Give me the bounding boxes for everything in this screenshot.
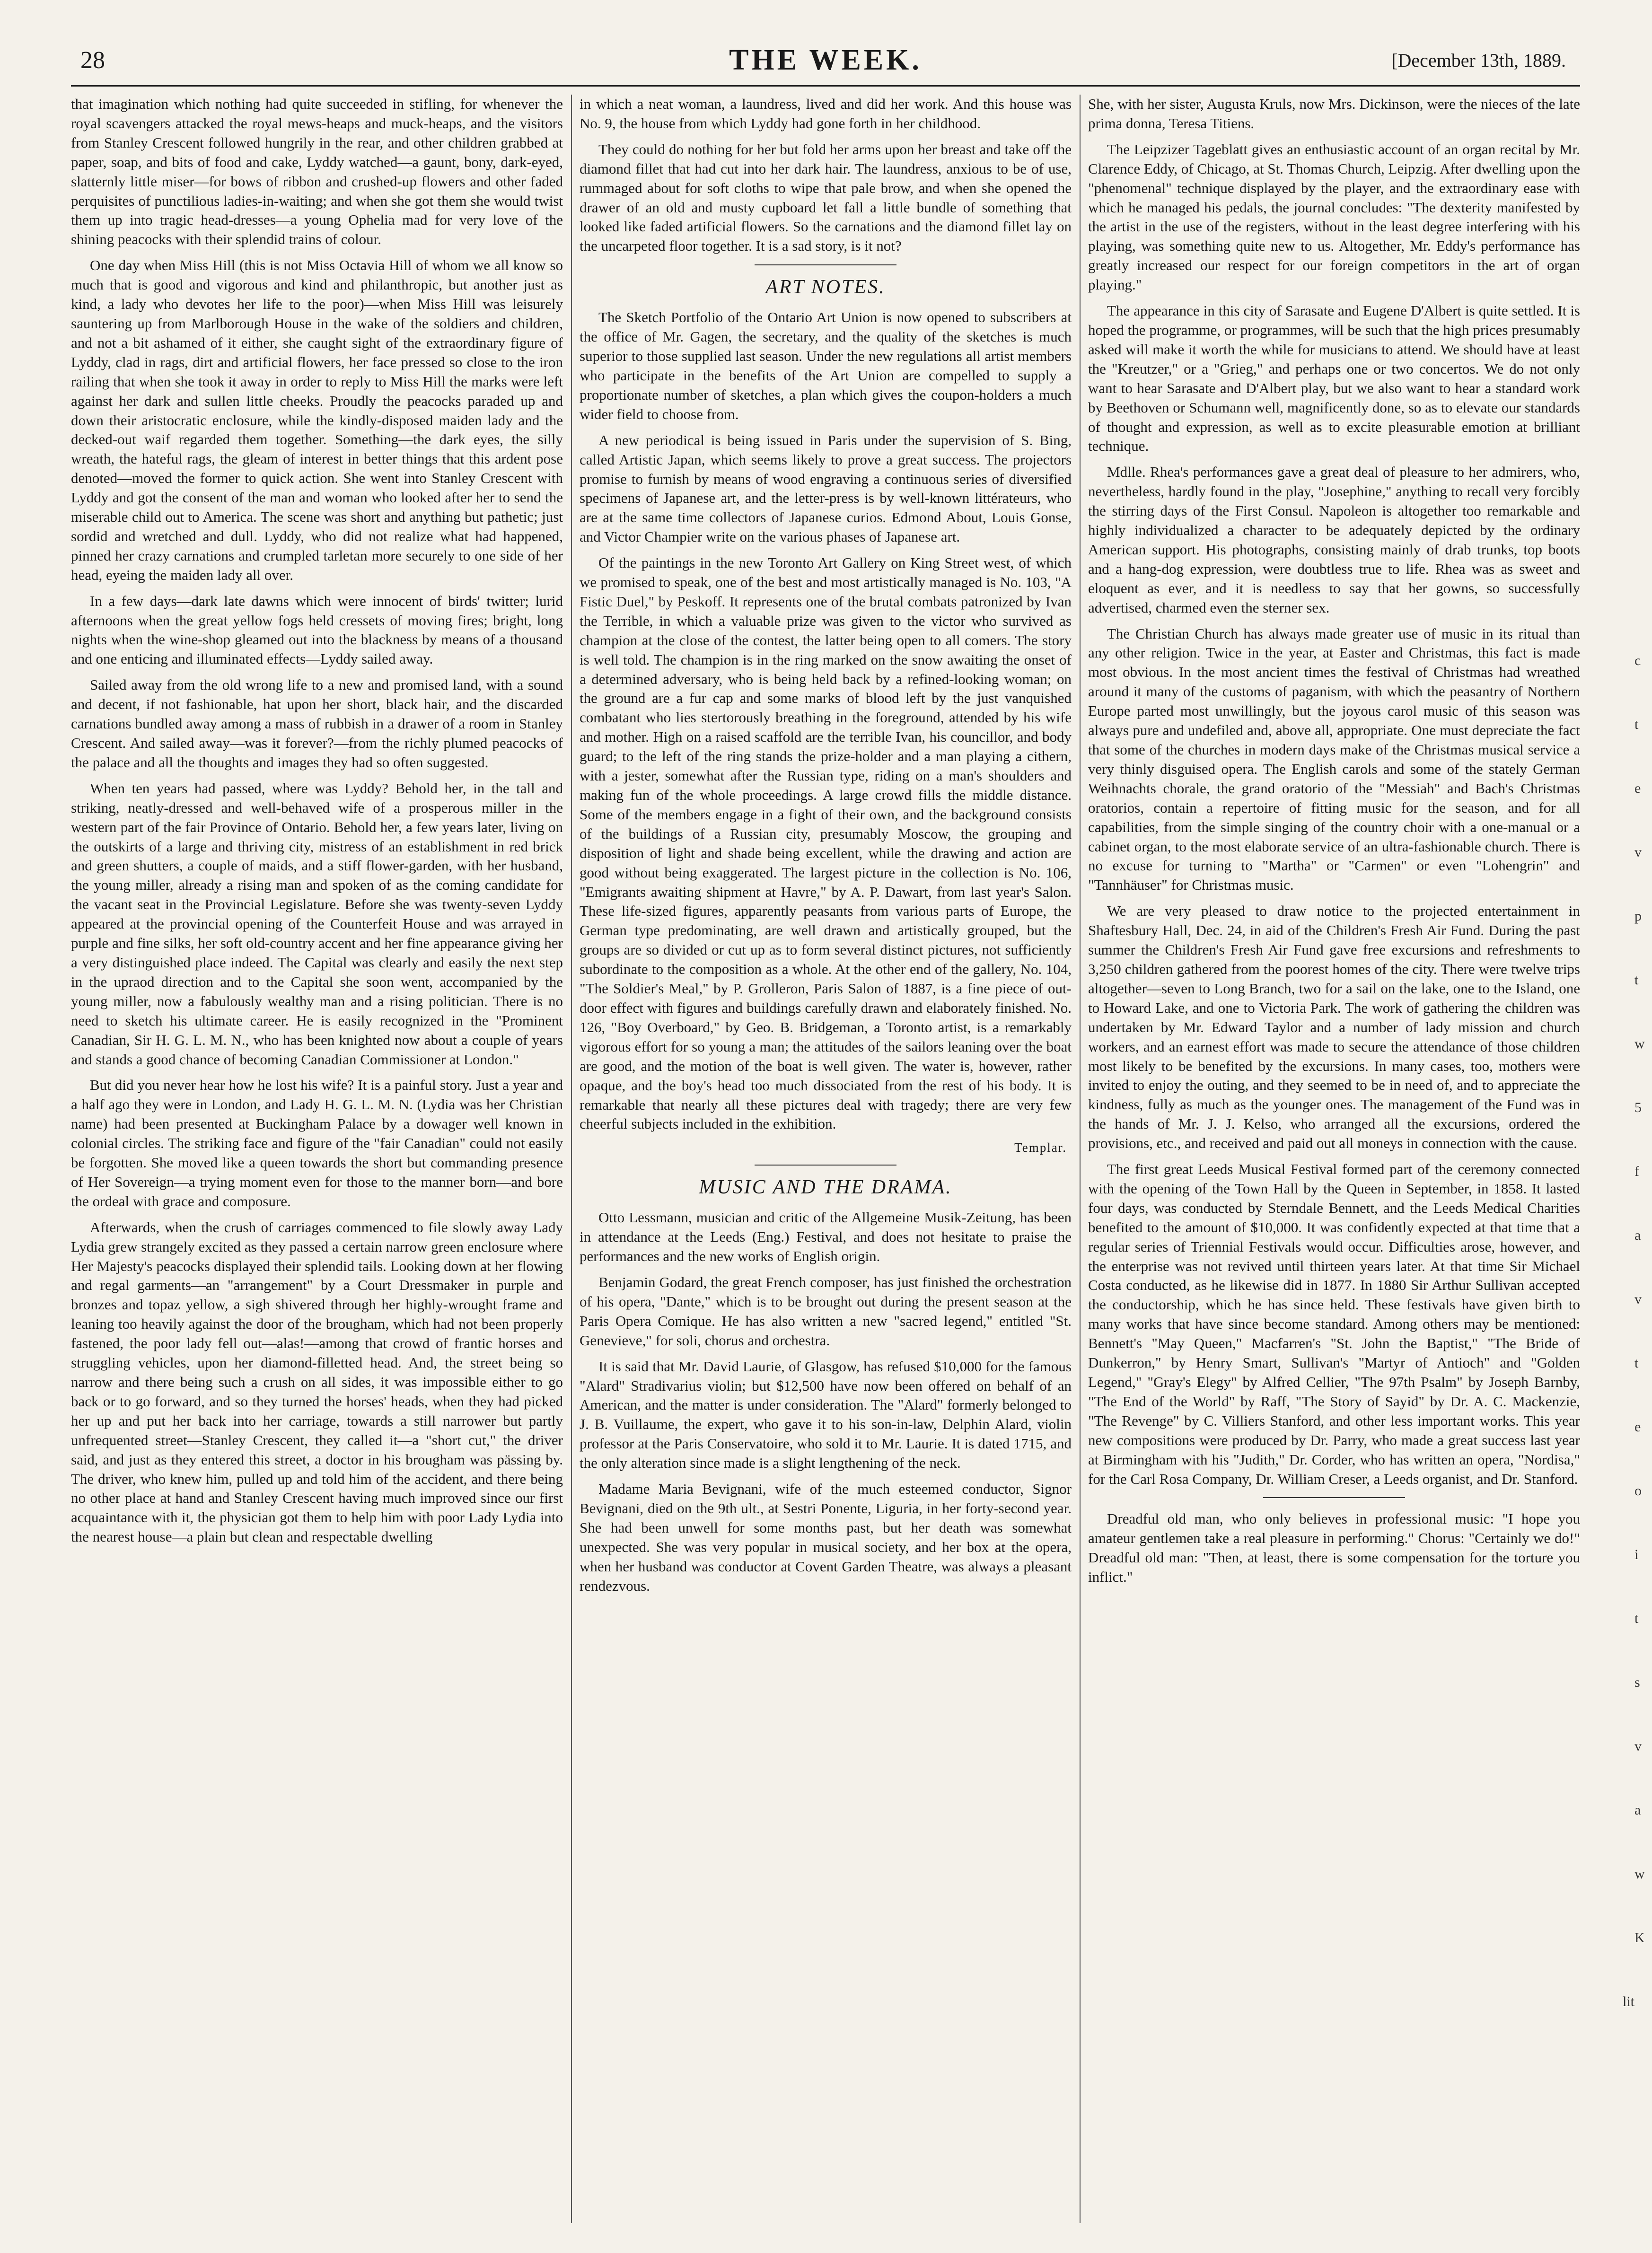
margin-fragment: a — [1634, 1802, 1641, 1818]
paragraph: But did you never hear how he lost his wife? It is a painful story. Just a year and a half ago they were in London, and Lady H. G. L. M. N. (Lydia was her Christian name) had been presented at Buckingham Palace by a dowager well known in colonial circles. The striking face and figure of the "fair Canadian" could not easily be forgotten. She moved like a queen towards the short but commanding presence of Her Sovereign—a trying moment even for those to the manner born—and bore the ordeal with grace and composure. — [71, 1077, 563, 1210]
column-2 — [580, 95, 1072, 2228]
margin-fragment: c — [1634, 653, 1641, 668]
paragraph: Otto Lessmann, musician and critic of the Allgemeine Musik-Zeitung, has been in attendance at the Leeds (Eng.) Festival, and does not hesitate to praise the performances and the new works of English origin. — [580, 1209, 1072, 1265]
paragraph: Madame Maria Bevignani, wife of the much esteemed conductor, Signor Bevignani, died on the 9th ult., at Sestri Ponente, Liguria, in her forty-second year. She had been unwell for some months past, but her death was somewhat unexpected. She was very popular in musical society, and her box at the opera, when her husband was conductor at Covent Garden Theatre, was always a pleasant rendezvous. — [580, 1481, 1072, 1594]
margin-fragment: e — [1634, 1419, 1641, 1435]
margin-fragment: o — [1634, 1483, 1642, 1499]
margin-fragment: v — [1634, 1291, 1642, 1307]
margin-fragment: v — [1634, 1738, 1642, 1754]
margin-fragment: a — [1634, 1227, 1641, 1243]
music-drama-section — [580, 1165, 1072, 1596]
margin-fragment: t — [1634, 972, 1639, 988]
margin-fragment: f — [1634, 1164, 1639, 1179]
paragraph: Sailed away from the old wrong life to a new and promised land, with a sound and decent, if not fashionable, hat upon her short, black hair, and the discarded carnations bundled away among a mass of rubbish in a drawer of a room in Stanley Crescent. And sailed away—was it forever?—from the richly plumed peacocks of the palace and all the thoughts and images they had so often suggested. — [71, 676, 563, 771]
margin-fragment: t — [1634, 1355, 1639, 1371]
section-divider — [755, 1165, 896, 1166]
column-1 — [71, 95, 563, 2228]
paragraph: The Sketch Portfolio of the Ontario Art Union is now opened to subscribers at the office of Mr. Gagen, the secretary, and the quality of the sketches is much superior to those supplied last season. Under the new regulations all artist members who participate in the benefits of the Art Union are compelled to supply a proportionate number of sketches, a plan which gives the coupon-holders a much wider field to choose from. — [580, 309, 1072, 422]
margin-fragment: t — [1634, 717, 1639, 732]
margin-fragment: p — [1634, 908, 1642, 924]
newspaper-page — [71, 43, 1580, 2237]
margin-fragment: t — [1634, 1611, 1639, 1626]
paragraph: She, with her sister, Augusta Kruls, now Mrs. Dickinson, were the nieces of the late prima donna, Teresa Titiens. — [1088, 96, 1580, 131]
paragraph: Of the paintings in the new Toronto Art Gallery on King Street west, of which we promised to speak, one of the best and most artistically managed is No. 103, "A Fistic Duel," by Peskoff. It represents one of the brutal combats patronized by Ivan the Terrible, in which a valuable prize was given to the victor who survived as champion at the close of the contest, the latter being open to all comers. The story is well told. The champion is in the ring marked on the snow awaiting the onset of a determined adversary, who is being held back by a refined-looking woman; on the ground are a fur cap and some marks of blood left by the just vanquished combatant who lies stertorously breathing in the foreground, attended by his wife and mother. High on a raised scaffold are the terrible Ivan, his councillor, and body guard; to the left of the ring stands the prize-holder and a man playing a cithern, with a jester, somewhat after the Russian type, riding on a man's shoulders and making fun of the whole proceedings. A large crowd fills the middle distance. Some of the members engage in a fight of their own, and the background consists of the buildings of a Russian city, presumably Moscow, the grouping and disposition of light and shade being excellent, while the drawing and action are good without being exaggerated. The largest picture in the collection is No. 106, "Emigrants awaiting shipment at Havre," by A. P. Dawart, from last year's Salon. These life-sized figures, apparently peasants from various parts of Europe, the German type predominating, are well drawn and artistically grouped, but the groups are so divided or cut up as to form several distinct pictures, not sufficiently subordinate to the composition as a whole. At the other end of the gallery, No. 104, "The Soldier's Meal," by P. Grolleron, Paris Salon of 1887, is a fine piece of out-door effect with figures and buildings carefully drawn and elaborately finished. No. 126, "Boy Overboard," by Geo. B. Bridgeman, a Toronto artist, is a remarkably vigorous effort for so young a man; the attitudes of the sailors leaning over the boat are good, and the motion of the boat is well given. The water is, however, rather opaque, and the boy's head too much dissociated from the rest of his body. It is remarkable that nearly all these pictures deal with tragedy; there are very few cheerful subjects included in the exhibition. — [580, 554, 1072, 1132]
page-header — [71, 43, 1580, 87]
margin-fragment: 5 — [1634, 1100, 1642, 1115]
margin-fragment: w — [1634, 1036, 1645, 1052]
paragraph: A new periodical is being issued in Paris under the supervision of S. Bing, called Artistic Japan, which seems likely to prove a great success. The projectors promise to furnish by means of wood engraving a continuous series of diversified specimens of Japanese art, and the letter-press is by well-known littérateurs, who are at the same time collectors of Japanese curios. Edmond About, Louis Gonse, and Victor Champier write on the various phases of Japanese art. — [580, 431, 1072, 545]
page-number: 28 — [80, 47, 105, 74]
author-signature: Templar. — [1014, 1140, 1067, 1155]
paragraph: When ten years had passed, where was Lyddy? Behold her, in the tall and striking, neatly-dressed and well-behaved wife of a prosperous miller in the western part of the fair Province of Ontario. Behold her, a few years later, living on the outskirts of a large and thriving city, mistress of an establishment in red brick and green shutters, a couple of maids, and a stiff flower-garden, with her husband, the young miller, already a rising man and spoken of as the coming candidate for the vacant seat in the Provincial Legislature. Before she was twenty-seven Lyddy appeared at the provincial opening of the Counterfeit House and was arrayed in purple and fine silks, her soft old-country accent and her fine appearance giving her a very distinguished place indeed. The Capital was clearly and easily the next step in the upraod direction and to the Capital she soon went, accompanied by the young miller, now a fabulously wealthy man and a rising politician. There is no need to sketch his ultimate career. He is easily recognized in the "Prominent Canadian, Sir H. G. L. M. N., who has been knighted now about a couple of years and stands a good chance of becoming Canadian Commissioner at London." — [71, 780, 563, 1068]
music-drama-heading: MUSIC AND THE DRAMA. — [699, 1176, 952, 1199]
article-columns — [71, 95, 1580, 2228]
paragraph: One day when Miss Hill (this is not Miss Octavia Hill of whom we all know so much that is good and vigorous and kind and philanthropic, but another just as kind, a lady who devotes her life to the poor)—when Miss Hill was leisurely sauntering up from Marlborough House in the wake of the soldiers and children, and not a bit ashamed of it either, she caught sight of the extraordinary figure of Lyddy, clad in rags, dirt and artificial flowers, her face pressed so close to the iron railing that when she took it away in order to reply to Miss Hill the marks were left against her dark and sullen little cheeks. Proudly the peacocks paraded up and down their aristocratic enclosure, while the kindly-disposed maiden lady and the decked-out waif regarded them together. Something—the dark eyes, the silly wreath, the hateful rags, the gleam of interest in better things that this ardent pose denoted—moved the former to quick action. She went into Stanley Crescent with Lyddy and got the consent of the man and woman who looked after her to send the miserable child out to America. The scene was short and anything but pathetic; just sordid and wretched and dull. Lyddy, who did not realize what had happened, pinned her crazy carnations and crumpled tarletan more securely to one side of her head, eyeing the maiden lady all over. — [71, 257, 563, 583]
paragraph: They could do nothing for her but fold her arms upon her breast and take off the diamond fillet that had cut into her dark hair. The laundress, anxious to be of use, rummaged about for soft cloths to wipe that pale brow, and when she opened the drawer of an old and musty cupboard let fall a little bundle of something that looked like faded artificial flowers. So the carnations and the diamond fillet lay on the uncarpeted floor together. It is a sad story, is it not? — [580, 140, 1072, 254]
margin-fragment: w — [1634, 1866, 1645, 1882]
margin-fragment: v — [1634, 844, 1642, 860]
paragraph: We are very pleased to draw notice to the projected entertainment in Shaftesbury Hall, Dec. 24, in aid of the Children's Fresh Air Fund. During the past summer the Children's Fresh Air Fund gave free excursions and refreshments to 3,250 children gathered from the poorest homes of the city. There were twelve trips altogether—seven to Long Branch, two for a sail on the lake, one to the Island, one to Howard Lake, and one to Victoria Park. The work of gathering the children was undertaken by Mr. Edward Taylor and a number of lady mission and church workers, and an earnest effort was made to secure the attendance of those children most likely to be benefited by the excursions. In many cases, too, mothers were invited to enjoy the outing, and they seemed to be in need of, and to appreciate the kindness, fully as much as the younger ones. The management of the Fund was in the hands of Mr. J. J. Kelso, who arranged all the excursions, ordered the provisions, etc., and received and paid out all moneys in connection with the cause. — [1088, 903, 1580, 1152]
paragraph: Mdlle. Rhea's performances gave a great deal of pleasure to her admirers, who, nevertheless, hardly found in the play, "Josephine," anything to recall very forcibly the stirring days of the First Consul. Napoleon is altogether too remarkable and highly individualized a character to be adequately depicted by the ordinary American support. His photographs, consisting mainly of drab trunks, top boots and a hang-dog expression, were doubtless true to life. Rhea was as sweet and eloquent as ever, and it is needless to say that her gowns, so successfully advertised, charmed even the sterner sex. — [1088, 464, 1580, 616]
margin-fragment: K — [1634, 1930, 1645, 1946]
margin-fragment: i — [1634, 1547, 1639, 1562]
column-3 — [1088, 95, 1580, 2228]
paragraph: that imagination which nothing had quite succeeded in stifling, for whenever the royal scavengers attacked the royal mews-heaps and muck-heaps, and the visitors from Stanley Crescent followed hungrily in the rear, and other children grabbed at paper, soap, and bits of food and cake, Lyddy watched—a gaunt, bony, dark-eyed, slatternly little miser—for bows of ribbon and crushed-up flowers and other faded perquisites of punctilious ladies-in-waiting; and when she got them she would twist them up into tragic head-dresses—a young Ophelia mad for very love of the shining peacocks with their splendid trains of colour. — [71, 96, 563, 248]
paragraph: in which a neat woman, a laundress, lived and did her work. And this house was No. 9, the house from which Lyddy had gone forth in her childhood. — [580, 96, 1072, 131]
paragraph: The Leipzizer Tageblatt gives an enthusiastic account of an organ recital by Mr. Clarence Eddy, of Chicago, at St. Thomas Church, Leipzig. After dwelling upon the "phenomenal" technique displayed by the player, and the extraordinary ease with which he managed his pedals, the journal concludes: "The dexterity manifested by the artist in the use of the registers, without in the least degree interfering with his playing, was something quite new to us. Altogether, Mr. Eddy's performance has greatly increased our respect for our foreign competitors in the art of organ playing." — [1088, 140, 1580, 293]
paragraph: The appearance in this city of Sarasate and Eugene D'Albert is quite settled. It is hoped the programme, or programmes, will be such that the high prices presumably asked will make it worth the while for musicians to attend. We should have at least the "Kreutzer," or a "Grieg," and perhaps one or two concertos. We do not only want to hear Sarasate and D'Albert play, but we also want to hear a standard work by Beethoven or Schumann well, magnificently done, so as to elevate our standards of thought and expression, as well as to excite pleasurable emotion at brilliant technique. — [1088, 302, 1580, 455]
closing-anecdote: Dreadful old man, who only believes in professional music: "I hope you amateur gentlemen take a real pleasure in performing." Chorus: "Certainly we do!" Dreadful old man: "Then, at least, there is some compensation for the torture you inflict." — [1088, 1510, 1580, 1586]
section-divider — [755, 264, 896, 265]
paragraph: Benjamin Godard, the great French composer, has just finished the orchestration of his opera, "Dante," which is to be brought out during the present season at the Paris Opera Comique. He has also written a new "sacred legend," entitled "St. Genevieve," for soli, chorus and orchestra. — [580, 1274, 1072, 1349]
masthead-title: THE WEEK. — [729, 44, 922, 76]
paragraph: The Christian Church has always made greater use of music in its ritual than any other religion. Twice in the year, at Easter and Christmas, this fact is made most obvious. In the most ancient times the festival of Christmas had wreathed around it many of the customs of paganism, with which the peasantry of Northern Europe parted most unwillingly, but the joyous carol music of this season was always pure and undefiled and, above all, appropriate. One must depreciate the fact that some of the churches in modern days make of the Christmas musical service a very thinly disguised opera. The English carols and some of the stately German Weihnachts chorale, the grand oratorio of the "Messiah" and Bach's Christmas oratorios, contain a repertoire of fitting music for the season, and for all capabilities, from the simple singing of the country choir with a one-manual or a cabinet organ, to the most elaborate service of an ultra-fashionable church. There is no excuse for turning to "Martha" or "Carmen" or even "Lohengrin" and "Tannhäuser" for Christmas music. — [1088, 625, 1580, 894]
margin-fragment: e — [1634, 780, 1641, 796]
paragraph: The first great Leeds Musical Festival formed part of the ceremony connected with the opening of the Town Hall by the Queen in September, in 1858. It lasted four days, was conducted by Sterndale Bennett, and the Leeds Medical Charities benefited to the amount of $10,000. It was confidently expected at that time that a regular series of Triennial Festivals would occur. Difficulties arose, however, and the enterprise was not revived until thirteen years later. At that time Sir Michael Costa conducted, as he likewise did in 1877. In 1880 Sir Arthur Sullivan accepted the conductorship, which he has since held. These festivals have given birth to many works that have since become standard. Among others may be mentioned: Bennett's "May Queen," Macfarren's "St. John the Baptist," "The Bride of Dunkerron," by Henry Smart, Sullivan's "Martyr of Antioch" and "Golden Legend," "Gray's Elegy" by Alfred Cellier, "The 97th Psalm" by Joseph Barnby, "The End of the World" by Raff, "The Story of Sayid" by Dr. A. C. Mackenzie, "The Revenge" by C. Villiers Stanford, and other less important works. This year new compositions were produced by Dr. Parry, who made a great success last year at Birmingham with his "Judith," Dr. Corder, who has written an opera, "Nordisa," for the Carl Rosa Company, Dr. William Creser, a Leeds organist, and Dr. Stanford. — [1088, 1161, 1580, 1487]
art-notes-heading: ART NOTES. — [765, 276, 886, 298]
paragraph: It is said that Mr. David Laurie, of Glasgow, has refused $10,000 for the famous "Alard" Stradivarius violin; but $12,500 have now been offered on behalf of an American, and the matter is under consideration. The "Alard" formerly belonged to J. B. Vuillaume, the expert, who gave it to his son-in-law, Delphin Alard, violin professor at the Paris Conservatoire, who sold it to Mr. Laurie. It is dated 1715, and the only alteration since made is a slight lengthening of the neck. — [580, 1358, 1072, 1472]
issue-date: [December 13th, 1889. — [1391, 50, 1566, 71]
margin-fragment: s — [1634, 1674, 1640, 1690]
art-notes-section — [580, 264, 1072, 1155]
paragraph: Afterwards, when the crush of carriages commenced to file slowly away Lady Lydia grew strangely excited as they passed a certain narrow green enclosure where Her Majesty's peacocks displayed their splendid tails. Looking down at her flowing and regal garments—an "arrangement" by a Court Dressmaker in purple and bronzes and topaz yellow, a sigh shivered through her highly-wrought frame and leaning too heavily against the door of the brougham, which had not been properly fastened, the poor lady fell out—alas!—among that crowd of frantic horses and struggling vehicles, upon her diamond-filletted head. And, the street being so narrow and there being such a crush on all sides, it was impossible either to go back or to go forward, and so they turned the horses' heads, when they had picked her up and put her back into her carriage, towards a still narrower but partly unfrequented street—Stanley Crescent, they called it—a "short cut," the driver said, and just as they entered this street, a doctor in his brougham was pässing by. The driver, who knew him, pulled up and told him of the accident, and there being no other place at hand and Stanley Crescent having much improved since our first acquaintance with it, the physician got them to help him with poor Lady Lydia into the nearest house—a plain but clean and respectable dwelling — [71, 1219, 563, 1545]
section-divider — [1263, 1497, 1405, 1498]
paragraph: In a few days—dark late dawns which were innocent of birds' twitter; lurid afternoons when the great yellow fogs held cressets of moving fires; bright, long nights when the wine-shop gleamed out into the blackness by means of a thousand and one enticing and illuminated effects—Lyddy sailed away. — [71, 592, 563, 667]
margin-fragment: lit — [1623, 1994, 1635, 2009]
